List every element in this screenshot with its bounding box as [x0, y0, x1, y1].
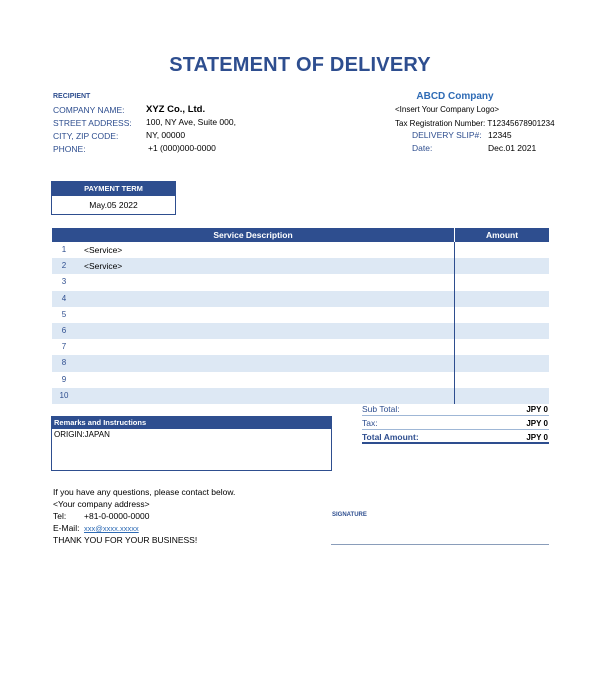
service-description-header: Service Description [52, 228, 455, 242]
table-header [52, 228, 549, 242]
service-cell[interactable] [76, 291, 455, 307]
tel-label: Tel: [53, 511, 67, 521]
sender-company-name: ABCD Company [416, 91, 494, 102]
date-value: Dec.01 2021 [488, 143, 537, 153]
row-number: 6 [61, 325, 67, 335]
row-number: 7 [61, 342, 67, 352]
thank-you-text: THANK YOU FOR YOUR BUSINESS! [53, 535, 198, 545]
table-row[interactable] [52, 274, 549, 290]
table-row[interactable] [52, 291, 549, 307]
table-row[interactable] [52, 323, 549, 339]
tax-registration-number: Tax Registration Number: T12345678901234 [395, 119, 555, 128]
recipient-section-label: RECIPIENT [53, 93, 91, 100]
tax-label: Tax: [362, 418, 378, 428]
row-number: 8 [61, 358, 67, 368]
table-row[interactable] [52, 307, 549, 323]
row-number: 9 [61, 374, 67, 384]
amount-cell[interactable] [455, 242, 549, 258]
amount-cell[interactable] [455, 258, 549, 274]
table-row[interactable] [52, 388, 549, 404]
payment-term-value[interactable]: May.05 2022 [89, 200, 138, 210]
amount-cell[interactable] [455, 291, 549, 307]
company-name-value: XYZ Co., Ltd. [146, 104, 206, 115]
tax-row [362, 417, 549, 430]
total-amount-value: JPY 0 [526, 433, 548, 442]
remarks-value[interactable]: ORIGIN:JAPAN [54, 430, 110, 439]
subtotal-label: Sub Total: [362, 404, 400, 414]
phone-label: PHONE: [53, 144, 86, 154]
table-row[interactable] [52, 339, 549, 355]
table-row[interactable] [52, 355, 549, 371]
amount-cell[interactable] [455, 323, 549, 339]
phone-value: +1 (000)000-0000 [148, 143, 216, 153]
row-number: 1 [61, 245, 67, 254]
amount-cell[interactable] [455, 388, 549, 404]
subtotal-row [362, 403, 549, 416]
amount-cell[interactable] [455, 355, 549, 371]
company-logo-placeholder: <Insert Your Company Logo> [395, 105, 500, 114]
table-row[interactable] [52, 242, 549, 258]
amount-cell[interactable] [455, 274, 549, 290]
service-cell[interactable] [76, 355, 455, 371]
row-number: 10 [59, 390, 69, 400]
service-table [52, 228, 549, 404]
signature-line[interactable] [331, 544, 549, 545]
delivery-slip-value: 12345 [488, 130, 512, 140]
service-cell[interactable] [76, 274, 455, 290]
table-row[interactable] [52, 372, 549, 388]
row-number: 2 [61, 261, 67, 271]
date-label: Date: [412, 143, 433, 153]
street-address-value: 100, NY Ave, Suite 000, [146, 117, 236, 127]
subtotal-value: JPY 0 [526, 405, 548, 414]
company-address: <Your company address> [53, 499, 150, 509]
service-cell[interactable] [76, 323, 455, 339]
amount-cell[interactable] [455, 307, 549, 323]
service-cell[interactable] [76, 372, 455, 388]
service-cell[interactable] [76, 388, 455, 404]
email-label: E-Mail: [53, 523, 80, 533]
service-cell[interactable] [76, 307, 455, 323]
total-amount-row [362, 431, 549, 444]
row-number: 3 [61, 277, 67, 287]
company-name-label: COMPANY NAME: [53, 105, 125, 115]
row-number: 4 [61, 293, 67, 303]
payment-term-box [51, 181, 176, 215]
service-cell[interactable]: <Service> [76, 242, 455, 258]
amount-cell[interactable] [455, 339, 549, 355]
row-number: 5 [61, 309, 67, 319]
questions-text: If you have any questions, please contact below. [53, 487, 236, 497]
street-address-label: STREET ADDRESS: [53, 118, 132, 128]
tel-value: +81-0-0000-0000 [84, 511, 150, 521]
service-cell[interactable]: <Service> [76, 258, 455, 274]
total-amount-label: Total Amount: [362, 432, 419, 442]
payment-term-label: PAYMENT TERM [52, 182, 175, 196]
document-title: STATEMENT OF DELIVERY [169, 54, 431, 76]
city-zip-label: CITY, ZIP CODE: [53, 131, 119, 141]
amount-cell[interactable] [455, 372, 549, 388]
signature-label: SIGNATURE [332, 512, 367, 518]
remarks-box [51, 416, 332, 471]
service-cell[interactable] [76, 339, 455, 355]
tax-value: JPY 0 [526, 419, 548, 428]
remarks-label: Remarks and Instructions [52, 417, 331, 429]
city-zip-value: NY, 00000 [146, 130, 186, 140]
table-row[interactable] [52, 258, 549, 274]
delivery-slip-label: DELIVERY SLIP#: [412, 130, 482, 140]
amount-header: Amount [485, 230, 519, 240]
email-link[interactable]: xxx@xxxx.xxxxx [84, 524, 139, 533]
